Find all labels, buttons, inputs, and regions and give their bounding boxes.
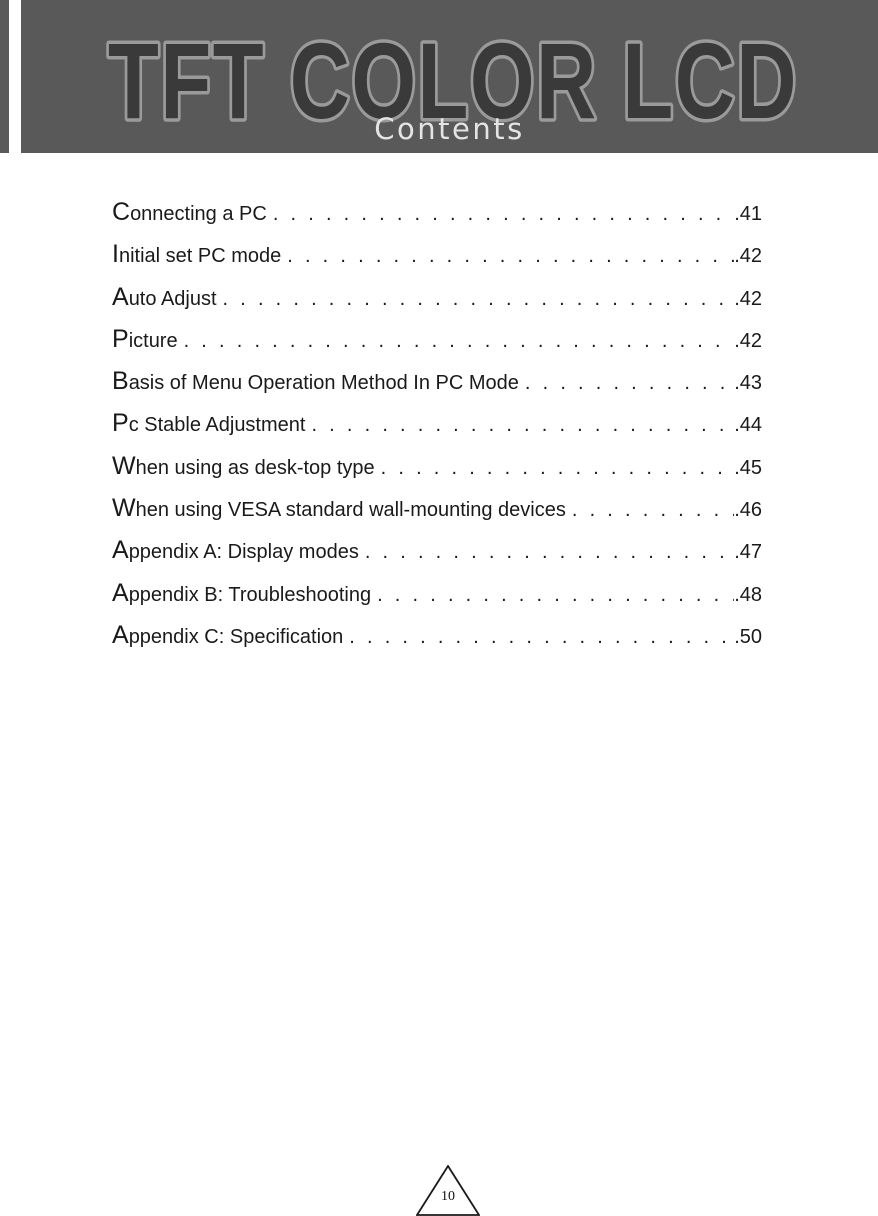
toc-entry[interactable]: [112, 282, 762, 327]
toc-entry-initial: A: [112, 578, 129, 607]
toc-entry[interactable]: [112, 324, 762, 369]
toc-dot-leader: [184, 330, 735, 353]
toc-entry[interactable]: [112, 369, 762, 411]
toc-page-number: .44: [734, 414, 762, 437]
toc-entry-title: [112, 369, 519, 395]
page-title: Contents: [374, 112, 525, 146]
toc-dot-leader: [572, 499, 734, 522]
toc-entry-initial: A: [112, 620, 129, 649]
toc-entry-text: onnecting a PC: [130, 203, 267, 225]
header-banner: [21, 0, 878, 153]
toc-entry[interactable]: [112, 578, 762, 623]
toc-entry-text: hen using VESA standard wall-mounting devices: [135, 499, 566, 522]
toc-entry[interactable]: [112, 200, 762, 242]
toc-dot-leader: [349, 626, 734, 649]
toc-page-number: .41: [734, 203, 762, 225]
toc-entry-title: [112, 411, 305, 437]
toc-entry-initial: W: [112, 451, 136, 480]
toc-entry-title: [112, 451, 375, 480]
toc-entry[interactable]: [112, 620, 762, 665]
toc-entry[interactable]: [112, 242, 762, 284]
toc-entry-text: nitial set PC mode: [118, 245, 282, 268]
logo-text: TFT COLOR LCD: [108, 20, 798, 141]
toc-page-number: .42: [734, 329, 762, 352]
toc-entry-text: ppendix B: Troubleshooting: [128, 583, 372, 606]
side-accent-bar: [0, 0, 9, 153]
toc-entry-title: [112, 324, 178, 353]
toc-entry-initial: P: [112, 324, 129, 353]
toc-entry-title: [112, 538, 359, 564]
toc-entry-title: [112, 282, 217, 311]
toc-dot-leader: [525, 372, 734, 395]
toc-dot-leader: [287, 245, 734, 268]
toc-entry-text: uto Adjust: [128, 287, 217, 310]
toc-entry-initial: A: [112, 536, 129, 565]
toc-entry-text: asis of Menu Operation Method In PC Mode: [128, 372, 519, 395]
toc-dot-leader: [273, 203, 734, 226]
toc-entry-initial: C: [112, 198, 131, 226]
toc-entry[interactable]: [112, 538, 762, 580]
toc-page-number: .43: [734, 372, 762, 395]
toc-dot-leader: [223, 288, 735, 311]
toc-page-number: .47: [734, 541, 762, 564]
toc-page-number: .50: [734, 625, 762, 648]
toc-entry-initial: A: [112, 282, 129, 311]
toc-page-number: .42: [734, 287, 762, 310]
toc-page-number: .48: [734, 583, 762, 606]
page-number: 10: [441, 1189, 455, 1204]
toc-entry[interactable]: [112, 496, 762, 538]
toc-entry-text: c Stable Adjustment: [128, 414, 306, 437]
table-of-contents: [112, 200, 762, 665]
toc-entry-title: [112, 242, 281, 268]
toc-entry-text: ppendix A: Display modes: [128, 541, 359, 564]
toc-entry[interactable]: [112, 451, 762, 496]
toc-page-number: .45: [734, 456, 762, 479]
toc-dot-leader: [365, 541, 734, 564]
toc-entry-text: ppendix C: Specification: [128, 625, 344, 648]
toc-entry-title: [112, 620, 344, 649]
toc-entry-title: [112, 496, 566, 522]
toc-entry-initial: I: [112, 240, 119, 269]
toc-entry-title: [112, 578, 372, 607]
toc-entry-initial: B: [112, 367, 129, 396]
toc-entry-initial: P: [112, 409, 129, 438]
toc-entry-text: icture: [128, 329, 178, 352]
toc-entry-initial: W: [112, 494, 136, 523]
toc-dot-leader: [311, 414, 734, 437]
toc-dot-leader: [377, 584, 734, 607]
toc-entry-title: [112, 200, 267, 226]
toc-entry[interactable]: [112, 411, 762, 453]
toc-page-number: .46: [734, 499, 762, 522]
toc-dot-leader: [381, 457, 735, 480]
toc-page-number: .42: [734, 245, 762, 268]
toc-entry-text: hen using as desk-top type: [135, 456, 375, 479]
